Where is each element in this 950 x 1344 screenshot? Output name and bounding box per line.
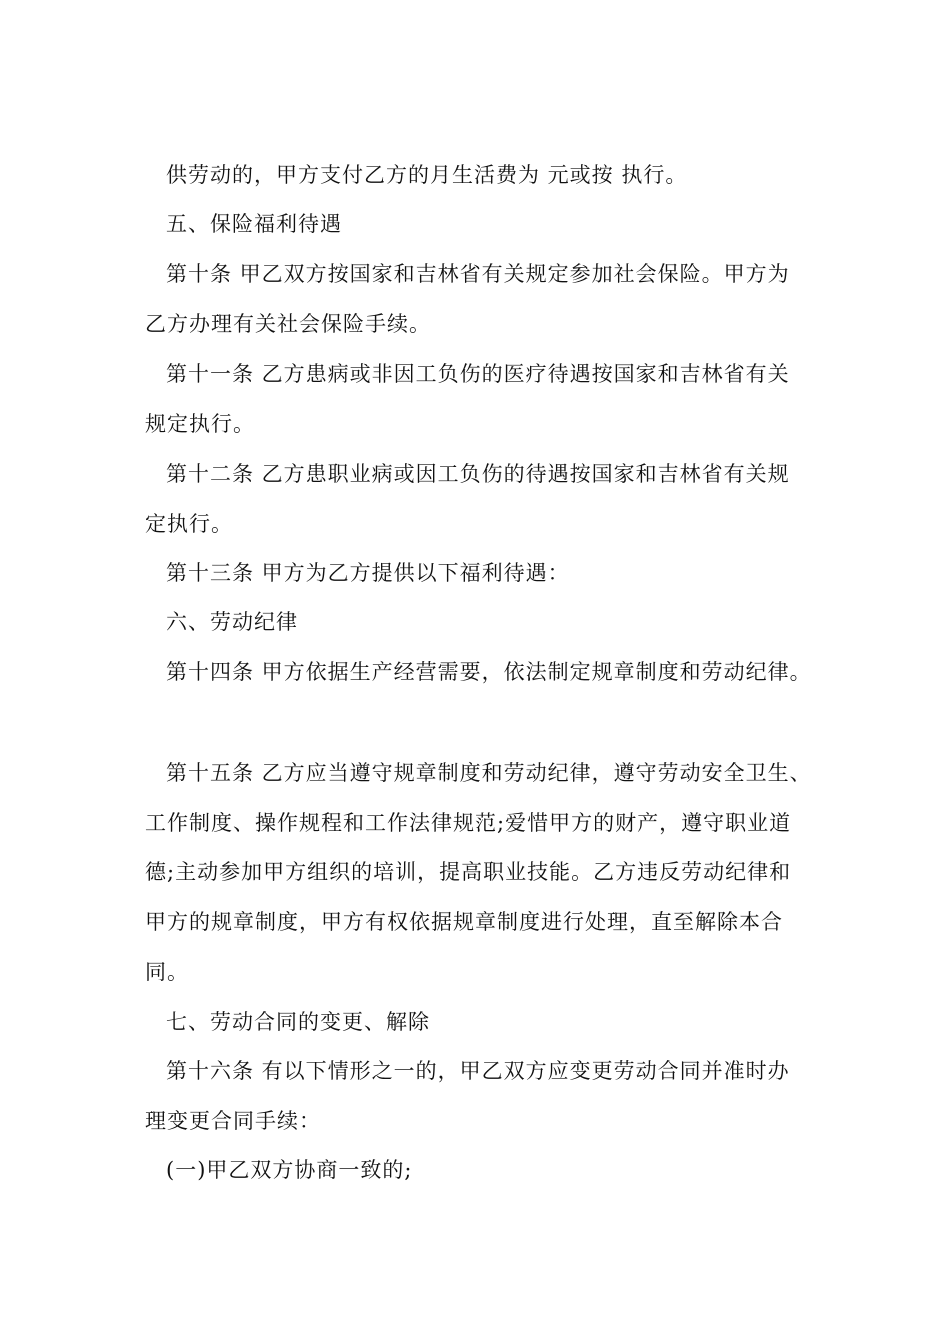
section-heading: 六、劳动纪律 [166, 610, 298, 634]
text-line: 第十六条 有以下情形之一的，甲乙双方应变更劳动合同并准时办 [166, 1059, 790, 1083]
text-line: 定执行。 [145, 512, 233, 536]
text-line: 供劳动的，甲方支付乙方的月生活费为 元或按 执行。 [166, 163, 688, 187]
text-line: 同。 [145, 960, 189, 984]
section-heading: 五、保险福利待遇 [166, 212, 342, 236]
text-line: 工作制度、操作规程和工作法律规范;爱惜甲方的财产，遵守职业道 [145, 811, 792, 835]
text-line: 第十五条 乙方应当遵守规章制度和劳动纪律，遵守劳动安全卫生、 [166, 761, 812, 785]
text-line: 甲方的规章制度，甲方有权依据规章制度进行处理，直至解除本合 [145, 910, 783, 934]
section-heading: 七、劳动合同的变更、解除 [166, 1010, 430, 1034]
text-line: 第十三条 甲方为乙方提供以下福利待遇： [166, 561, 570, 585]
text-line: 第十条 甲乙双方按国家和吉林省有关规定参加社会保险。甲方为 [166, 262, 790, 286]
text-line: 规定执行。 [145, 412, 255, 436]
text-line: 第十一条 乙方患病或非因工负伤的医疗待遇按国家和吉林省有关 [166, 362, 790, 386]
text-line: 第十四条 甲方依据生产经营需要，依法制定规章制度和劳动纪律。 [166, 660, 812, 684]
text-line: 乙方办理有关社会保险手续。 [145, 312, 431, 336]
text-line: 理变更合同手续： [145, 1109, 321, 1133]
list-item: (一)甲乙双方协商一致的; [166, 1158, 413, 1182]
text-line: 德;主动参加甲方组织的培训，提高职业技能。乙方违反劳动纪律和 [145, 860, 792, 884]
text-line: 第十二条 乙方患职业病或因工负伤的待遇按国家和吉林省有关规 [166, 462, 790, 486]
